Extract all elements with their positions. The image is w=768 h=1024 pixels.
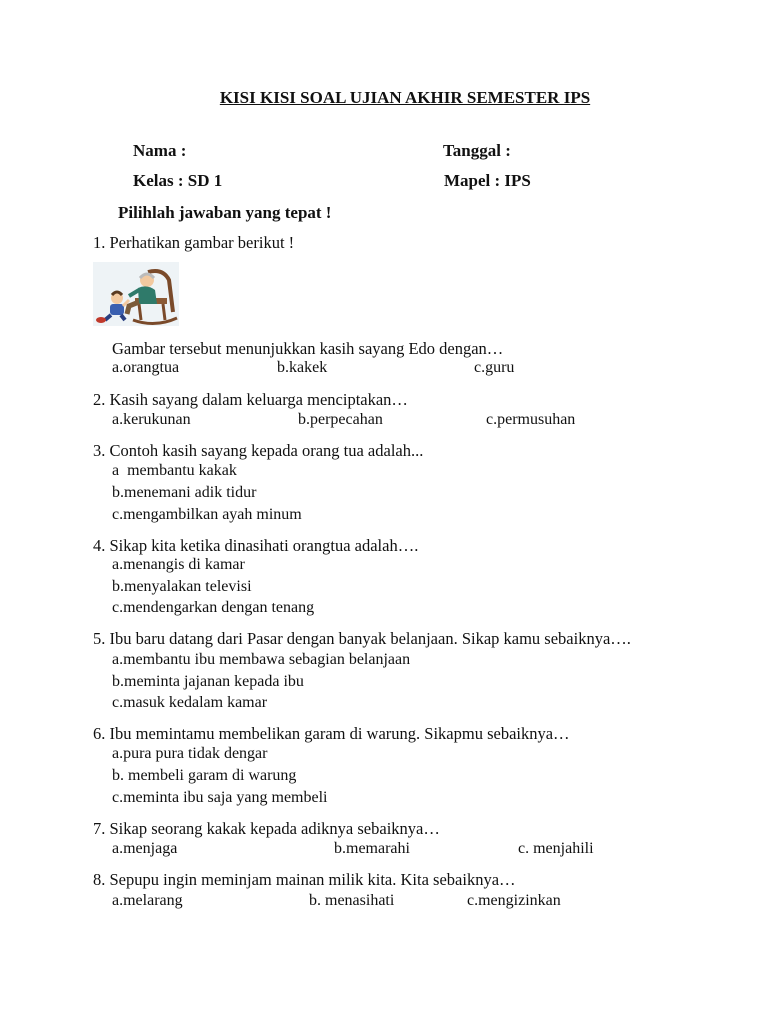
question-8-option-b: b. menasihati — [309, 892, 395, 909]
question-7-option-a: a.menjaga — [112, 840, 178, 857]
question-5-option-c: c.masuk kedalam kamar — [112, 694, 268, 711]
question-1-prompt: Gambar tersebut menunjukkan kasih sayang Edo dengan… — [112, 339, 504, 358]
grandfather-child-illustration — [93, 262, 179, 326]
question-3: 3. Contoh kasih sayang kepada orang tua adalah... — [93, 441, 424, 460]
nama-field: Nama : — [133, 141, 187, 160]
question-4-option-b: b.menyalakan televisi — [112, 578, 252, 595]
question-1-option-c: c.guru — [474, 359, 515, 376]
question-2: 2. Kasih sayang dalam keluarga menciptakan… — [93, 390, 408, 409]
question-1-option-a: a.orangtua — [112, 359, 180, 376]
question-4-option-c: c.mendengarkan dengan tenang — [112, 599, 315, 616]
question-3-option-b: b.menemani adik tidur — [112, 484, 257, 501]
question-8-option-a: a.melarang — [112, 892, 183, 909]
question-1: 1. Perhatikan gambar berikut ! — [93, 233, 295, 252]
question-5-option-b: b.meminta jajanan kepada ibu — [112, 673, 304, 690]
question-2-option-b: b.perpecahan — [298, 411, 383, 428]
question-7: 7. Sikap seorang kakak kepada adiknya sebaiknya… — [93, 819, 440, 838]
question-1-option-b: b.kakek — [277, 359, 328, 376]
question-5-option-a: a.membantu ibu membawa sebagian belanjaan — [112, 651, 411, 668]
kelas-field: Kelas : SD 1 — [133, 171, 223, 190]
question-3-option-c: c.mengambilkan ayah minum — [112, 506, 302, 523]
question-6: 6. Ibu memintamu membelikan garam di warung. Sikapmu sebaiknya… — [93, 724, 570, 743]
question-6-option-a: a.pura pura tidak dengar — [112, 745, 268, 762]
question-2-option-a: a.kerukunan — [112, 411, 191, 428]
question-8-option-c: c.mengizinkan — [467, 892, 561, 909]
question-4: 4. Sikap kita ketika dinasihati orangtua adalah…. — [93, 536, 419, 555]
question-7-option-b: b.memarahi — [334, 840, 410, 857]
question-7-option-c: c. menjahili — [518, 840, 594, 857]
question-6-option-c: c.meminta ibu saja yang membeli — [112, 789, 328, 806]
tanggal-field: Tanggal : — [443, 141, 511, 160]
document-title: KISI KISI SOAL UJIAN AKHIR SEMESTER IPS — [219, 88, 591, 107]
question-3-option-a: a membantu kakak — [112, 462, 237, 479]
question-4-option-a: a.menangis di kamar — [112, 556, 245, 573]
question-6-option-b: b. membeli garam di warung — [112, 767, 297, 784]
question-8: 8. Sepupu ingin meminjam mainan milik kita. Kita sebaiknya… — [93, 870, 516, 889]
instruction: Pilihlah jawaban yang tepat ! — [118, 203, 332, 222]
question-2-option-c: c.permusuhan — [486, 411, 576, 428]
mapel-field: Mapel : IPS — [444, 171, 531, 190]
question-5: 5. Ibu baru datang dari Pasar dengan banyak belanjaan. Sikap kamu sebaiknya…. — [93, 629, 631, 648]
